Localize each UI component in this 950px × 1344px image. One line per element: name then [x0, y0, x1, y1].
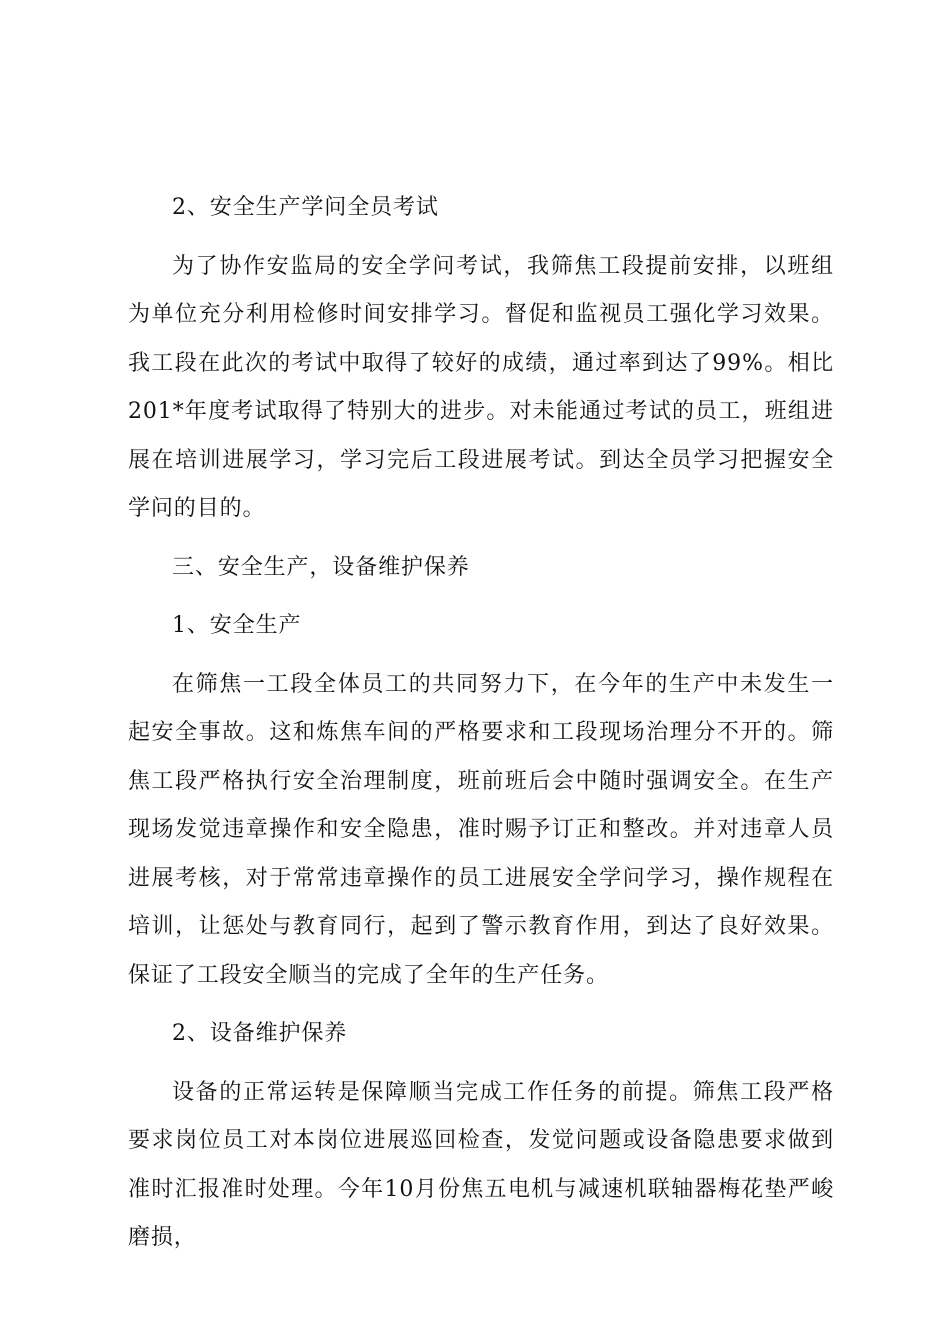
section-heading-exam: 2、安全生产学问全员考试 [172, 195, 439, 220]
paragraph-exam: 为了协作安监局的安全学问考试，我筛焦工段提前安排，以班组为单位充分利用检修时间安排学习。督促和监视员工强化学习效果。我工段在此次的考试中取得了较好的成绩，通过率到达了99%。相比201*年度考试取得了特别大的进步。对未能通过考试的员工，班组进展在培训进展学习，学习完后工段进展考试。到达全员学习把握安全学问的目的。 [128, 253, 834, 521]
document-body [128, 184, 834, 1273]
section-heading-maintenance: 2、设备维护保养 [172, 1021, 348, 1046]
section-heading-safety-maintenance: 三、安全生产，设备维护保养 [172, 554, 470, 580]
paragraph-maintenance: 设备的正常运转是保障顺当完成工作任务的前提。筛焦工段严格要求岗位员工对本岗位进展巡回检查，发觉问题或设备隐患要求做到准时汇报准时处理。今年10月份焦五电机与减速机联轴器梅花垫严峻磨损， [128, 1079, 834, 1250]
paragraph-safety: 在筛焦一工段全体员工的共同努力下，在今年的生产中未发生一起安全事故。这和炼焦车间的严格要求和工段现场治理分不开的。筛焦工段严格执行安全治理制度，班前班后会中随时强调安全。在生产现场发觉违章操作和安全隐患，准时赐予订正和整改。并对违章人员进展考核，对于常常违章操作的员工进展安全学问学习，操作规程在培训，让惩处与教育同行，起到了警示教育作用，到达了良好效果。保证了工段安全顺当的完成了全年的生产任务。 [128, 671, 834, 988]
section-heading-safety: 1、安全生产 [172, 613, 302, 638]
